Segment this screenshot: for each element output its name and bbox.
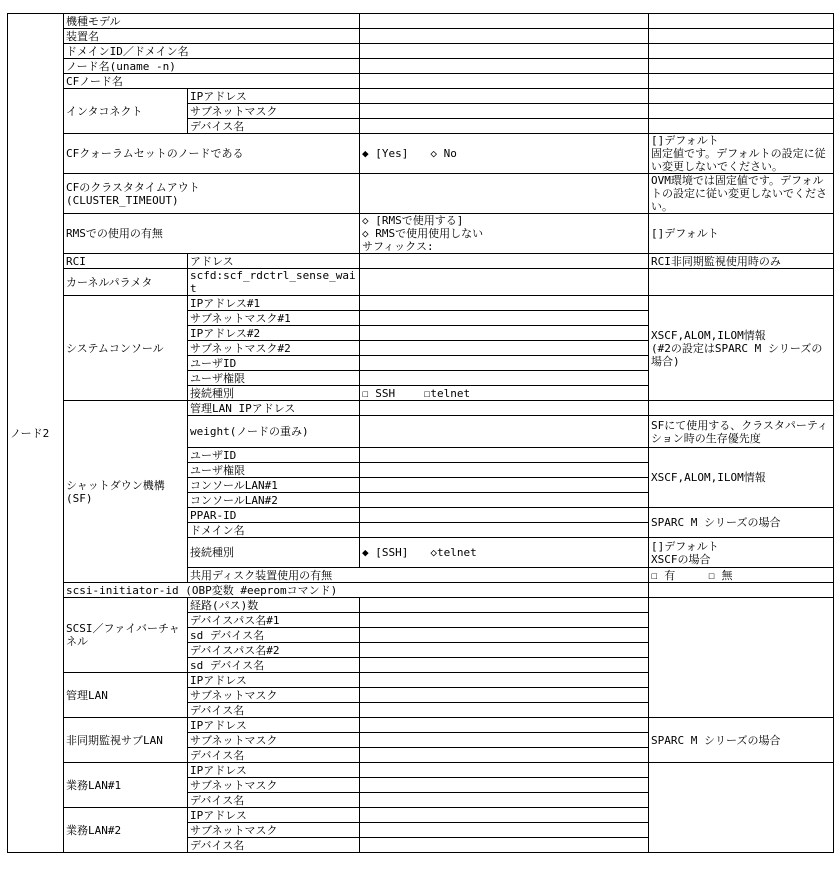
label-async-ip: IPアドレス xyxy=(188,718,360,733)
node2-config-sheet xyxy=(7,13,834,853)
value-device[interactable] xyxy=(360,29,649,44)
note-sd-info: XSCF,ALOM,ILOM情報 xyxy=(649,448,834,508)
value-mgmt-mask[interactable] xyxy=(360,688,649,703)
value-ic-ip[interactable] xyxy=(360,89,649,104)
label-biz1-dev: デバイス名 xyxy=(188,793,360,808)
value-con-ip2[interactable] xyxy=(360,326,649,341)
value-kernel-param[interactable] xyxy=(360,269,649,296)
value-con-mask1[interactable] xyxy=(360,311,649,326)
value-scsi-dev1[interactable] xyxy=(360,613,649,628)
label-sd-ppar: PPAR-ID xyxy=(188,508,360,523)
label-biz1-ip: IPアドレス xyxy=(188,763,360,778)
value-quorum[interactable]: ◆ [Yes] ◇ No xyxy=(360,134,649,174)
note-ic-mask xyxy=(649,104,834,119)
label-con-user: ユーザID xyxy=(188,356,360,371)
label-model: 機種モデル xyxy=(64,14,360,29)
value-domain[interactable] xyxy=(360,44,649,59)
label-scsi-sd1: sd デバイス名 xyxy=(188,628,360,643)
value-scsi-sd2[interactable] xyxy=(360,658,649,673)
value-scsi-path[interactable] xyxy=(360,598,649,613)
value-con-priv[interactable] xyxy=(360,371,649,386)
note-scsi-init xyxy=(649,583,834,598)
value-shared[interactable]: ☐ 有 ☐ 無 xyxy=(649,568,834,583)
note-model xyxy=(649,14,834,29)
note-rms: []デフォルト xyxy=(649,214,834,254)
label-sd-domain: ドメイン名 xyxy=(188,523,360,538)
value-sd-lan2[interactable] xyxy=(360,493,649,508)
label-device: 装置名 xyxy=(64,29,360,44)
label-shutdown: シャットダウン機構 (SF) xyxy=(64,401,188,583)
value-sd-ppar[interactable] xyxy=(360,508,649,523)
label-biz1-mask: サブネットマスク xyxy=(188,778,360,793)
value-sd-domain[interactable] xyxy=(360,523,649,538)
label-sd-priv: ユーザ権限 xyxy=(188,463,360,478)
value-sd-user[interactable] xyxy=(360,448,649,463)
note-timeout: OVM環境では固定値です。デフォルトの設定に従い変更しないでください。 xyxy=(649,174,834,214)
label-con-mask2: サブネットマスク#2 xyxy=(188,341,360,356)
note-console: XSCF,ALOM,ILOM情報 (#2の設定はSPARC M シリーズの場合) xyxy=(649,296,834,401)
value-sd-lan1[interactable] xyxy=(360,478,649,493)
note-domain xyxy=(649,44,834,59)
label-interconnect: インタコネクト xyxy=(64,89,188,134)
label-con-ip2: IPアドレス#2 xyxy=(188,326,360,341)
value-con-user[interactable] xyxy=(360,356,649,371)
value-rci-address[interactable] xyxy=(360,254,649,269)
value-timeout[interactable] xyxy=(360,174,649,214)
note-nodename xyxy=(649,59,834,74)
note-rci: RCI非同期監視使用時のみ xyxy=(649,254,834,269)
note-sd-lan xyxy=(649,401,834,416)
label-biz2-ip: IPアドレス xyxy=(188,808,360,823)
value-cfnode[interactable] xyxy=(360,74,649,89)
label-scsi-dev1: デバイスパス名#1 xyxy=(188,613,360,628)
label-sd-lan: 管理LAN IPアドレス xyxy=(188,401,360,416)
label-sd-lan1: コンソールLAN#1 xyxy=(188,478,360,493)
note-ic-ip xyxy=(649,89,834,104)
label-async-mask: サブネットマスク xyxy=(188,733,360,748)
note-kernel xyxy=(649,269,834,296)
label-biz2-mask: サブネットマスク xyxy=(188,823,360,838)
value-biz1-mask[interactable] xyxy=(360,778,649,793)
label-scsi-dev2: デバイスパス名#2 xyxy=(188,643,360,658)
note-biz xyxy=(649,763,834,853)
value-con-ip1[interactable] xyxy=(360,296,649,311)
label-timeout: CFのクラスタタイムアウト (CLUSTER_TIMEOUT) xyxy=(64,174,360,214)
label-sd-lan2: コンソールLAN#2 xyxy=(188,493,360,508)
label-con-priv: ユーザ権限 xyxy=(188,371,360,386)
value-con-type[interactable]: ☐ SSH ☐telnet xyxy=(360,386,649,401)
value-async-mask[interactable] xyxy=(360,733,649,748)
label-biz-lan1: 業務LAN#1 xyxy=(64,763,188,808)
value-ic-mask[interactable] xyxy=(360,104,649,119)
note-scsi xyxy=(649,598,834,718)
label-biz2-dev: デバイス名 xyxy=(188,838,360,853)
value-ic-dev[interactable] xyxy=(360,119,649,134)
label-rms: RMSでの使用の有無 xyxy=(64,214,360,254)
label-quorum: CFクォーラムセットのノードである xyxy=(64,134,360,174)
label-shared: 共用ディスク装置使用の有無 xyxy=(188,568,649,583)
value-mgmt-dev[interactable] xyxy=(360,703,649,718)
note-sd-weight: SFにて使用する、クラスタパーティション時の生存優先度 xyxy=(649,416,834,448)
label-scsi-init: scsi-initiator-id (OBP変数 #eepromコマンド) xyxy=(64,583,649,598)
value-sd-priv[interactable] xyxy=(360,463,649,478)
label-scsi-sd2: sd デバイス名 xyxy=(188,658,360,673)
label-sd-weight: weight(ノードの重み) xyxy=(188,416,360,448)
note-sd-type: []デフォルト XSCFの場合 xyxy=(649,538,834,568)
value-biz1-ip[interactable] xyxy=(360,763,649,778)
label-console: システムコンソール xyxy=(64,296,188,401)
label-con-ip1: IPアドレス#1 xyxy=(188,296,360,311)
label-kernel: カーネルパラメタ xyxy=(64,269,188,296)
value-sd-lan[interactable] xyxy=(360,401,649,416)
label-con-mask1: サブネットマスク#1 xyxy=(188,311,360,326)
label-mgmt-ip: IPアドレス xyxy=(188,673,360,688)
value-con-mask2[interactable] xyxy=(360,341,649,356)
value-scsi-sd1[interactable] xyxy=(360,628,649,643)
note-device xyxy=(649,29,834,44)
label-sd-type: 接続種別 xyxy=(188,538,360,568)
label-sd-user: ユーザID xyxy=(188,448,360,463)
label-ic-mask: サブネットマスク xyxy=(188,104,360,119)
node-label: ノード2 xyxy=(8,14,64,853)
note-cfnode xyxy=(649,74,834,89)
label-async-lan: 非同期監視サブLAN xyxy=(64,718,188,763)
label-mgmt-dev: デバイス名 xyxy=(188,703,360,718)
value-async-ip[interactable] xyxy=(360,718,649,733)
note-async: SPARC M シリーズの場合 xyxy=(649,718,834,763)
value-mgmt-ip[interactable] xyxy=(360,673,649,688)
note-ic-dev xyxy=(649,119,834,134)
value-scsi-dev2[interactable] xyxy=(360,643,649,658)
value-biz1-dev[interactable] xyxy=(360,793,649,808)
label-mgmt-lan: 管理LAN xyxy=(64,673,188,718)
value-biz2-dev[interactable] xyxy=(360,838,649,853)
label-con-type: 接続種別 xyxy=(188,386,360,401)
value-rms[interactable]: ◇ [RMSで使用する] ◇ RMSで使用使用しない サフィックス: xyxy=(360,214,649,254)
label-rci: RCI xyxy=(64,254,188,269)
value-biz2-mask[interactable] xyxy=(360,823,649,838)
label-ic-dev: デバイス名 xyxy=(188,119,360,134)
note-quorum: []デフォルト 固定値です。デフォルトの設定に従い変更しないでください。 xyxy=(649,134,834,174)
label-biz-lan2: 業務LAN#2 xyxy=(64,808,188,853)
value-nodename[interactable] xyxy=(360,59,649,74)
value-sd-type[interactable]: ◆ [SSH] ◇telnet xyxy=(360,538,649,568)
note-sd-sparc: SPARC M シリーズの場合 xyxy=(649,508,834,538)
label-scsi: SCSI／ファイバーチャネル xyxy=(64,598,188,673)
label-mgmt-mask: サブネットマスク xyxy=(188,688,360,703)
label-async-dev: デバイス名 xyxy=(188,748,360,763)
label-ic-ip: IPアドレス xyxy=(188,89,360,104)
value-sd-weight[interactable] xyxy=(360,416,649,448)
value-biz2-ip[interactable] xyxy=(360,808,649,823)
label-nodename: ノード名(uname -n) xyxy=(64,59,360,74)
value-async-dev[interactable] xyxy=(360,748,649,763)
label-cfnode: CFノード名 xyxy=(64,74,360,89)
label-scsi-path: 経路(パス)数 xyxy=(188,598,360,613)
label-kernel-param: scfd:scf_rdctrl_sense_wait xyxy=(188,269,360,296)
label-domain: ドメインID／ドメイン名 xyxy=(64,44,360,59)
value-model[interactable] xyxy=(360,14,649,29)
label-rci-address: アドレス xyxy=(188,254,360,269)
